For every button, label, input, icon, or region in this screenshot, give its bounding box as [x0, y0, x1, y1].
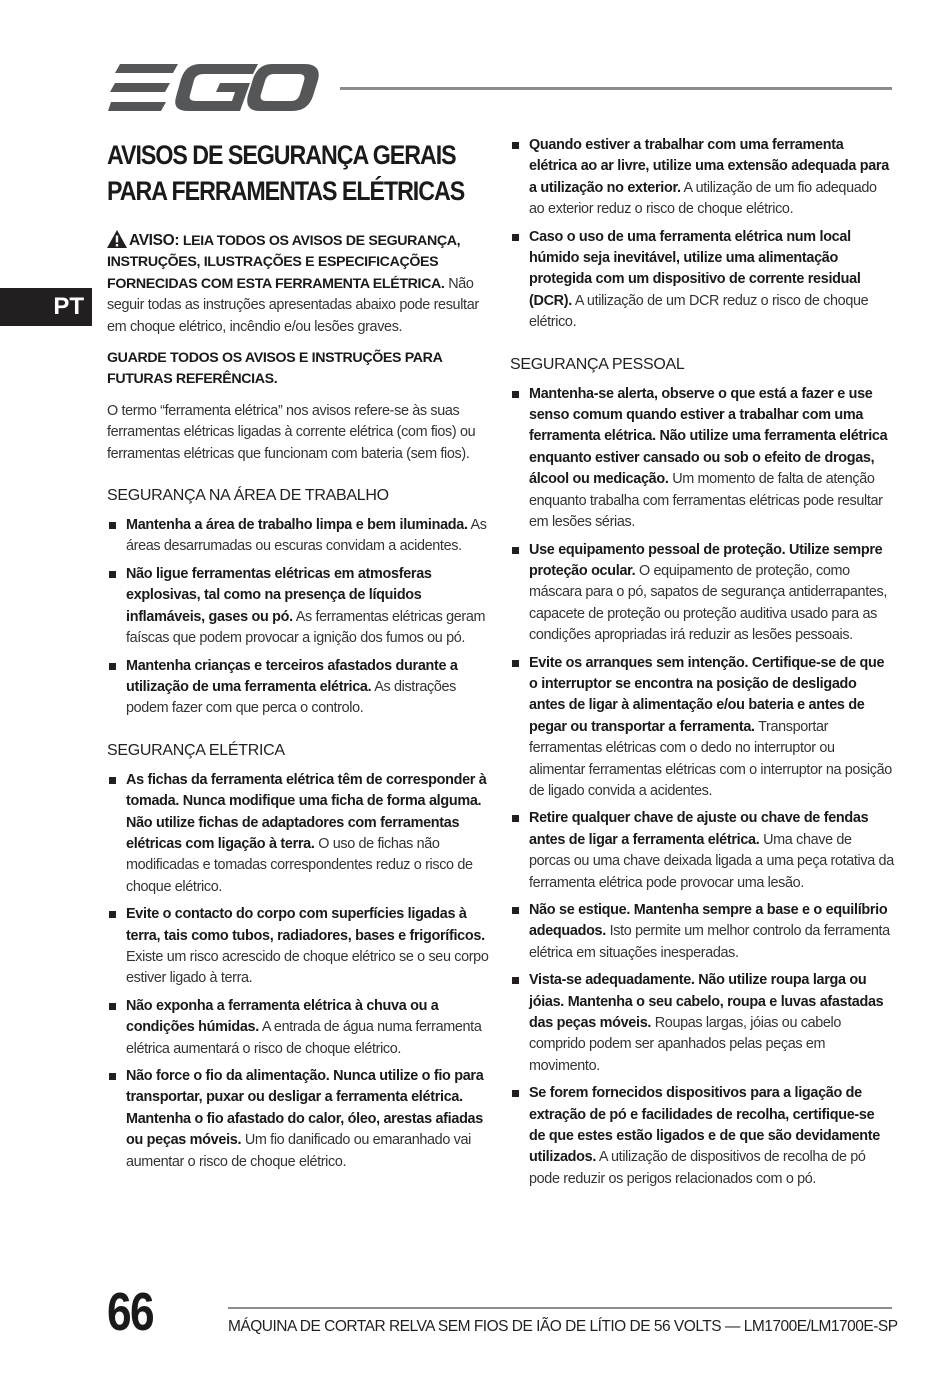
square-bullet-icon: [512, 1090, 519, 1097]
list-item: [510, 1083, 894, 1190]
item-bold-text: Quando estiver a trabalhar com uma ferramenta elétrica ao ar livre, utilize uma extensão adequada para a utilização no exterior.: [529, 137, 889, 196]
intro-text: O termo “ferramenta elétrica” nos avisos refere-se às suas ferramentas elétricas ligadas à corrente elétrica (com fios) ou ferramentas elétricas que funcionam com bateria (sem fios).: [107, 402, 476, 462]
item-text: Um momento de falta de atenção enquanto trabalha com ferramentas elétricas pode resultar em lesões sérias.: [529, 471, 883, 531]
footer-rule: [228, 1307, 892, 1309]
item-bold-text: Mantenha crianças e terceiros afastados durante a utilização de uma ferramenta elétrica.: [126, 657, 458, 695]
square-bullet-icon: [512, 547, 519, 554]
square-bullet-icon: [512, 234, 519, 241]
item-bold-text: Não se estique. Mantenha sempre a base e o equilíbrio adequados.: [529, 902, 888, 940]
square-bullet-icon: [109, 663, 116, 670]
item-text: As áreas desarrumadas ou escuras convidam a acidentes.: [126, 517, 487, 555]
item-bold-text: Não force o fio da alimentação. Nunca utilize o fio para transportar, puxar ou desligar a ferramenta elétrica. Mantenha o fio afastado do calor, óleo, arestas afiadas ou peças móveis.: [126, 1068, 484, 1149]
square-bullet-icon: [109, 571, 116, 578]
list-item: [510, 135, 894, 221]
square-bullet-icon: [109, 777, 116, 784]
item-text: A utilização de um fio adequado ao exterior reduz o risco de choque elétrico.: [529, 179, 877, 218]
list-item: [510, 384, 894, 534]
save-notice: GUARDE TODOS OS AVISOS E INSTRUÇÕES PARA FUTURAS REFERÊNCIAS.: [107, 350, 442, 388]
ego-logo: [108, 62, 320, 114]
item-bold-text: Mantenha-se alerta, observe o que está a fazer e use senso comum quando estiver a trabalhar com uma ferramenta elétrica. Não utilize uma ferramenta elétrica enquanto estiver cansado ou sob o efeito de drogas, álcool ou medicação.: [529, 385, 888, 488]
right-top-list: [510, 135, 894, 334]
left-sections: [107, 485, 489, 1173]
list-item: [107, 656, 489, 720]
bullet-list: [107, 515, 489, 720]
list-item: [107, 564, 489, 650]
square-bullet-icon: [512, 391, 519, 398]
item-text: O equipamento de proteção, como máscara para o pó, sapatos de segurança antiderrapantes, capacete de proteção ou proteção auditiva usado para as condições apropriadas irá reduzir as lesões pessoais.: [529, 562, 887, 644]
page-title: AVISOS DE SEGURANÇA GERAIS PARA FERRAMENTAS ELÉTRICAS: [107, 140, 465, 206]
item-bold-text: Não ligue ferramentas elétricas em atmosferas explosivas, tal como na presença de líquidos inflamáveis, gases ou pó.: [126, 565, 432, 625]
right-column: [510, 135, 894, 1196]
list-item: [107, 515, 489, 558]
item-text: Isto permite um melhor controlo da ferramenta elétrica em situações inesperadas.: [529, 923, 890, 961]
item-bold-text: Se forem fornecidos dispositivos para a ligação de extração de pó e facilidades de recolha, certifique-se de que estes estão ligados e de que são devidamente utilizados.: [529, 1085, 880, 1166]
square-bullet-icon: [512, 815, 519, 822]
list-item: [510, 900, 894, 964]
item-text: A entrada de água numa ferramenta elétrica aumentará o risco de choque elétrico.: [126, 1019, 482, 1057]
language-tab: PT: [0, 288, 92, 326]
item-bold-text: Caso o uso de uma ferramenta elétrica num local húmido seja inevitável, utilize uma alimentação protegida com um dispositivo de corrente residual (DCR).: [529, 228, 861, 309]
list-item: [510, 540, 894, 647]
item-text: As ferramentas elétricas geram faíscas que podem provocar a ignição dos fumos ou pó.: [126, 608, 486, 647]
section-heading: SEGURANÇA PESSOAL: [510, 355, 685, 373]
bullet-list: [510, 384, 894, 1191]
item-text: O uso de fichas não modificadas e tomadas correspondentes reduz o risco de choque elétrico.: [126, 835, 473, 895]
page-number: 66: [107, 1282, 153, 1342]
item-bold-text: Retire qualquer chave de ajuste ou chave de fendas antes de ligar a ferramenta elétrica.: [529, 810, 869, 848]
list-item: [107, 770, 489, 898]
square-bullet-icon: [512, 142, 519, 149]
footer-text: MÁQUINA DE CORTAR RELVA SEM FIOS DE IÃO DE LÍTIO DE 56 VOLTS — LM1700E/LM1700E-SP: [228, 1318, 898, 1335]
square-bullet-icon: [512, 907, 519, 914]
warning-text: Não seguir todas as instruções apresentadas abaixo pode resultar em choque elétrico, incêndio e/ou lesões graves.: [107, 275, 479, 335]
item-bold-text: Não exponha a ferramenta elétrica à chuva ou a condições húmidas.: [126, 997, 439, 1036]
item-bold-text: Mantenha a área de trabalho limpa e bem iluminada.: [126, 517, 468, 534]
item-bold-text: Evite os arranques sem intenção. Certifique-se de que o interruptor se encontra na posição de desligado antes de ligar à alimentação e/ou bateria e antes de pegar ou transportar a ferramenta.: [529, 654, 885, 735]
item-text: A utilização de dispositivos de recolha de pó pode reduzir os perigos relacionados com o pó.: [529, 1149, 866, 1187]
section-heading: SEGURANÇA NA ÁREA DE TRABALHO: [107, 487, 389, 505]
list-item: [510, 227, 894, 334]
item-text: Transportar ferramentas elétricas com o dedo no interruptor ou alimentar ferramentas elétricas com o interruptor na posição de ligado convida a acidentes.: [529, 718, 892, 799]
square-bullet-icon: [512, 977, 519, 984]
warning-triangle-icon: [107, 230, 127, 248]
left-column: [107, 135, 489, 1179]
bullet-list: [107, 770, 489, 1173]
list-item: [107, 904, 489, 990]
item-bold-text: Use equipamento pessoal de proteção. Utilize sempre proteção ocular.: [529, 541, 883, 579]
item-text: Existe um risco acrescido de choque elétrico se o seu corpo estiver ligado à terra.: [126, 948, 489, 987]
item-text: Uma chave de porcas ou uma chave deixada ligada a uma peça rotativa da ferramenta elétrica pode provocar uma lesão.: [529, 831, 894, 891]
square-bullet-icon: [512, 660, 519, 667]
item-text: As distrações podem fazer com que perca o controlo.: [126, 678, 457, 717]
square-bullet-icon: [109, 1003, 116, 1010]
square-bullet-icon: [109, 522, 116, 529]
item-bold-text: Evite o contacto do corpo com superfícies ligadas à terra, tais como tubos, radiadores, bases e frigoríficos.: [126, 906, 485, 944]
item-text: A utilização de um DCR reduz o risco de choque elétrico.: [529, 292, 869, 331]
header-rule: [340, 87, 892, 90]
warning-block: [107, 230, 489, 338]
warning-bold-text: LEIA TODOS OS AVISOS DE SEGURANÇA, INSTRUÇÕES, ILUSTRAÇÕES E ESPECIFICAÇÕES FORNECIDAS COM ESTA FERRAMENTA ELÉTRICA.: [107, 233, 461, 292]
warning-label: AVISO:: [129, 232, 180, 249]
item-text: Roupas largas, jóias ou cabelo comprido podem ser apanhados pelas peças em movimento.: [529, 1015, 842, 1074]
list-item: [510, 808, 894, 894]
section-heading: SEGURANÇA ELÉTRICA: [107, 741, 285, 759]
right-sections: [510, 354, 894, 1191]
item-text: Um fio danificado ou emaranhado vai aumentar o risco de choque elétrico.: [126, 1132, 471, 1170]
item-bold-text: As fichas da ferramenta elétrica têm de corresponder à tomada. Nunca modifique uma ficha de forma alguma. Não utilize fichas de adaptadores com ferramentas elétricas com ligação à terra.: [126, 771, 487, 852]
square-bullet-icon: [109, 1073, 116, 1080]
list-item: [510, 653, 894, 803]
list-item: [510, 970, 894, 1077]
list-item: [107, 996, 489, 1060]
list-item: [107, 1066, 489, 1173]
square-bullet-icon: [109, 911, 116, 918]
item-bold-text: Vista-se adequadamente. Não utilize roupa larga ou jóias. Mantenha o seu cabelo, roupa e luvas afastadas das peças móveis.: [529, 972, 884, 1032]
